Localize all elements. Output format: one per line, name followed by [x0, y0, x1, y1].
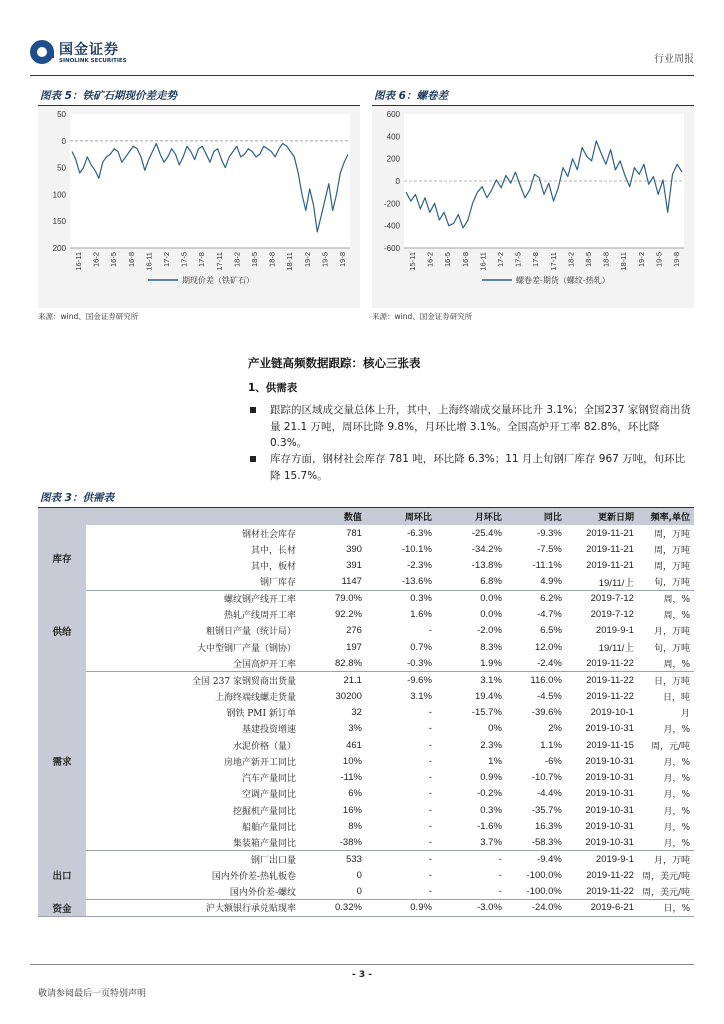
cell-freq: 日，万吨 — [653, 676, 690, 687]
chart6-svg — [372, 108, 694, 308]
cell-wow: - — [428, 706, 432, 718]
cell-mom: 1.9% — [436, 655, 506, 671]
cell-wow: - — [366, 835, 436, 851]
cell-name: 集装箱产量同比 — [86, 835, 300, 851]
chart5-x-tick-label: 16-8 — [126, 252, 136, 268]
table-row — [38, 558, 694, 574]
cell-value: 21.1 — [343, 674, 362, 686]
cell-name: 房地产新开工同比 — [223, 757, 296, 768]
cell-freq: 周，万吨 — [653, 529, 690, 540]
logo-icon — [30, 40, 54, 64]
cell-date: 2019-10-31 — [585, 772, 634, 784]
header-freq: 频率,单位 — [638, 508, 694, 525]
header-value: 数值 — [300, 508, 366, 525]
table-row — [38, 818, 694, 834]
cell-freq: 月，% — [663, 806, 690, 817]
table-row — [38, 623, 694, 639]
chart5-x-tick-label: 17-11 — [214, 252, 224, 271]
cell-date: 2019-10-31 — [566, 835, 638, 851]
table-row — [38, 769, 694, 785]
row-group-label: 供给 — [38, 590, 86, 671]
table-row — [38, 655, 694, 671]
cell-freq: 日，% — [638, 900, 694, 916]
cell-value: 79.0% — [335, 593, 362, 605]
table-row — [38, 525, 694, 541]
cell-value: 10% — [342, 755, 362, 767]
chart6-x-tick-label: 17-5 — [513, 252, 523, 268]
chart6-x-tick-label: 19-8 — [672, 252, 681, 268]
chart6-x-tick-label: 17-2 — [496, 252, 505, 268]
cell-mom: 8.3% — [480, 641, 502, 653]
row-group-label: 需求 — [38, 672, 86, 851]
chart5-x-tick-label: 16-11 — [74, 252, 83, 271]
cell-yoy: -100.0% — [526, 869, 562, 881]
table-row — [38, 606, 694, 622]
cell-yoy: 2% — [548, 723, 562, 735]
chart6-y-tick-label: 0 — [395, 177, 400, 186]
cell-mom: 3.7% — [436, 835, 506, 851]
row-group-label: 出口 — [38, 851, 86, 900]
cell-mom: 2.3% — [480, 739, 502, 751]
cell-mom: -1.6% — [477, 820, 502, 832]
cell-date: 2019-10-31 — [585, 755, 634, 767]
table-row — [38, 639, 694, 655]
cell-mom: 0.3% — [480, 804, 502, 816]
table-row — [38, 688, 694, 704]
cell-freq: 周，美元/吨 — [641, 871, 690, 882]
cell-date: 2019-11-21 — [586, 560, 634, 572]
cell-wow: - — [428, 853, 432, 865]
cell-value: 276 — [346, 625, 362, 637]
cell-wow: - — [428, 788, 432, 800]
chart6-y-tick-label: -400 — [383, 221, 400, 231]
chart6-legend-label: 螺卷差-期货（螺纹-热轧） — [516, 276, 610, 285]
cell-wow: -2.3% — [407, 560, 432, 572]
table-header-row — [38, 508, 694, 525]
cell-mom: 0.0% — [480, 609, 502, 621]
cell-value: 3% — [348, 723, 362, 735]
cell-yoy: -11.1% — [532, 560, 562, 572]
cell-yoy: -4.4% — [537, 788, 562, 800]
cell-mom: - — [498, 869, 502, 881]
table-row — [38, 590, 694, 606]
table-row — [38, 900, 694, 916]
cell-freq: 周，万吨 — [653, 545, 690, 556]
cell-wow: - — [428, 804, 432, 816]
chart5-y-tick-label: 150 — [52, 217, 66, 227]
cell-yoy: 6.5% — [540, 625, 562, 637]
cell-date: 2019-10-1 — [590, 706, 634, 718]
cell-yoy: -10.7% — [531, 772, 562, 784]
brand-name-cn: 国金证券 — [59, 42, 119, 58]
chart5-legend-label: 期现价差（铁矿石） — [182, 276, 254, 285]
chart5-x-tick-label: 16-2 — [91, 252, 101, 268]
bullet-2-text: 库存方面，钢材社会库存 781 吨，环比降 6.3%；11 月上旬钢厂库存 967 万吨，旬环比降 15.7%。 — [270, 453, 686, 482]
chart5-x-tick-label: 17-8 — [197, 252, 207, 268]
cell-wow: - — [428, 723, 432, 735]
cell-name: 粗钢日产量（统计局） — [205, 627, 296, 638]
cell-name: 大中型钢厂产量（钢协） — [196, 643, 296, 654]
chart5-y-tick-label: 50 — [57, 163, 66, 173]
chart6-title: 图表 6：螺卷差 — [372, 88, 694, 106]
cell-value: 32 — [351, 706, 362, 718]
chart6-y-tick-label: -600 — [383, 244, 400, 253]
chart6-x-tick-label: 19-2 — [636, 252, 646, 268]
table-row — [38, 753, 694, 769]
bullet-1 — [250, 402, 694, 452]
cell-value: 0.32% — [300, 900, 366, 916]
chart6-x-tick-label: 18-2 — [566, 252, 576, 268]
cell-mom: 0% — [488, 723, 502, 735]
row-group-label: 资金 — [38, 900, 86, 916]
cell-value: 197 — [346, 641, 362, 653]
cell-yoy: -2.4% — [506, 655, 566, 671]
cell-value: 390 — [346, 543, 362, 555]
cell-mom: 6.8% — [436, 574, 506, 590]
bullet-square-icon — [250, 407, 256, 413]
cell-wow: 3.1% — [410, 690, 432, 702]
cell-value: 781 — [346, 527, 362, 539]
header-yoy: 同比 — [506, 508, 566, 525]
table-row — [38, 786, 694, 802]
cell-mom: 19.4% — [474, 690, 502, 702]
cell-wow: -13.6% — [366, 574, 436, 590]
footer-note: 敬请参阅最后一页特别声明 — [38, 989, 147, 999]
cell-wow: -9.6% — [407, 674, 432, 686]
cell-yoy: -9.3% — [537, 527, 562, 539]
chart5-x-tick-label: 19-8 — [338, 252, 347, 268]
cell-name: 水泥价格（量） — [232, 741, 296, 752]
chart6-x-tick-label: 15-11 — [408, 252, 417, 271]
chart5-x-tick-label: 16-11 — [144, 252, 154, 271]
cell-freq: 周，% — [663, 611, 690, 622]
chart5-y-tick-label: 200 — [52, 244, 66, 253]
cell-freq: 月，% — [663, 757, 690, 768]
cell-mom: -34.2% — [471, 543, 502, 555]
cell-value: 82.8% — [300, 655, 366, 671]
cell-wow: 0.7% — [410, 641, 432, 653]
table-row — [38, 574, 694, 590]
cell-yoy: 12.0% — [534, 641, 562, 653]
cell-date: 2019-11-22 — [566, 884, 638, 900]
cell-date: 2019-10-31 — [585, 804, 634, 816]
table-row — [38, 721, 694, 737]
cell-freq: 周，美元/吨 — [638, 884, 694, 900]
chart6-x-tick-label: 18-11 — [619, 252, 629, 271]
cell-wow: - — [428, 820, 432, 832]
cell-freq: 月，% — [638, 835, 694, 851]
chart5-source: 来源：wind、国金证券研究所 — [38, 312, 139, 321]
cell-wow: - — [428, 755, 432, 767]
cell-date: 2019-10-31 — [585, 788, 634, 800]
cell-date: 19/11/上 — [598, 643, 634, 655]
cell-date: 2019-11-22 — [586, 674, 634, 686]
cell-yoy: -24.0% — [506, 900, 566, 916]
cell-value: 30200 — [335, 690, 362, 702]
chart6-x-tick-label: 18-8 — [601, 252, 611, 268]
cell-name: 其中，长材 — [250, 545, 296, 556]
cell-value: 16% — [342, 804, 362, 816]
cell-wow: - — [428, 772, 432, 784]
page-number: - 3 - — [352, 970, 372, 980]
cell-mom: 3.1% — [480, 674, 502, 686]
chart5-x-tick-label: 19-5 — [320, 252, 330, 268]
chart5-plot-area — [70, 114, 350, 248]
cell-freq: 周，万吨 — [653, 562, 690, 573]
cell-yoy: 16.3% — [534, 820, 562, 832]
chart5-y-tick-label: 50 — [57, 110, 66, 119]
cell-mom: -2.0% — [477, 625, 502, 637]
cell-name: 国内外价差-螺纹 — [86, 884, 300, 900]
chart6-x-tick-label: 18-5 — [584, 252, 593, 268]
cell-mom: -0.2% — [477, 788, 502, 800]
cell-yoy: -4.5% — [537, 690, 562, 702]
table-row — [38, 835, 694, 851]
cell-name: 上海终端线螺走货量 — [214, 692, 296, 703]
cell-freq: 月，% — [663, 822, 690, 833]
cell-name: 基建投资增速 — [241, 725, 296, 736]
cell-name: 全国高炉开工率 — [86, 655, 300, 671]
chart6-x-tick-label: 16-5 — [443, 252, 453, 268]
chart5-y-tick-label: 0 — [61, 136, 66, 146]
cell-value: 461 — [346, 739, 362, 751]
chart5-x-tick-label: 17-2 — [162, 252, 171, 268]
bullet-square-icon — [250, 456, 256, 462]
cell-name: 国内外价差-热轧板卷 — [211, 871, 296, 882]
cell-yoy: -9.4% — [537, 853, 562, 865]
table-row — [38, 672, 694, 688]
cell-date: 2019-11-22 — [586, 869, 634, 881]
chart6-source: 来源：wind、国金证券研究所 — [372, 312, 473, 321]
cell-date: 2019-9-1 — [595, 625, 634, 637]
chart6-x-tick-label: 17-8 — [531, 252, 541, 268]
chart6-y-tick-label: -200 — [383, 199, 400, 209]
brand-name-en: SINOLINK SECURITIES — [59, 58, 127, 64]
cell-date: 2019-11-22 — [586, 690, 634, 702]
table-row — [38, 704, 694, 720]
cell-date: 2019-10-31 — [585, 723, 634, 735]
cell-wow: 0.3% — [410, 593, 432, 605]
cell-date: 2019-7-12 — [590, 593, 634, 605]
table-row — [38, 541, 694, 557]
table-row — [38, 884, 694, 900]
header-name — [86, 508, 300, 525]
cell-date: 2019-11-21 — [586, 527, 634, 539]
cell-value: 0 — [356, 869, 362, 881]
cell-freq: 周，元/吨 — [650, 741, 690, 752]
chart5-x-tick-label: 18-5 — [250, 252, 259, 268]
cell-freq: 月，% — [663, 774, 690, 785]
chart5-svg — [38, 108, 360, 308]
cell-date: 2019-7-12 — [590, 609, 634, 621]
cell-value: 533 — [346, 853, 362, 865]
cell-value: -11% — [340, 772, 362, 784]
cell-yoy: 1.1% — [540, 739, 562, 751]
chart6-x-tick-label: 16-11 — [478, 252, 488, 271]
page-header — [30, 36, 694, 76]
cell-name: 空调产量同比 — [241, 790, 296, 801]
cell-name: 挖掘机产量同比 — [232, 806, 296, 817]
cell-wow: -6.3% — [407, 527, 432, 539]
cell-value: -38% — [300, 835, 366, 851]
chart5-x-tick-label: 16-5 — [109, 252, 119, 268]
doc-type: 行业周报 — [654, 54, 694, 65]
table-row — [38, 737, 694, 753]
cell-mom: 0.9% — [480, 772, 502, 784]
cell-freq: 周，% — [638, 655, 694, 671]
cell-mom: -13.8% — [471, 560, 502, 572]
cell-yoy: -58.3% — [506, 835, 566, 851]
cell-mom: - — [498, 853, 502, 865]
table-row — [38, 802, 694, 818]
cell-yoy: -4.7% — [537, 609, 562, 621]
cell-name: 钢厂出口量 — [250, 855, 296, 866]
cell-mom: 1% — [488, 755, 502, 767]
footer-divider — [30, 964, 694, 965]
header-date: 更新日期 — [566, 508, 638, 525]
chart5-panel — [38, 88, 360, 308]
cell-mom: - — [436, 884, 506, 900]
cell-value: 0 — [300, 884, 366, 900]
chart6-x-tick-label: 17-11 — [548, 252, 558, 271]
bullet-1-text: 跟踪的区域成交量总体上升，其中，上海终端成交量环比升 3.1%；全国237 家钢贸商出货量 21.1 万吨，周环比降 9.8%，月环比增 3.1%。全国高炉开工率 82.8%，环比降 0.3%。 — [270, 404, 691, 449]
cell-wow: 0.9% — [366, 900, 436, 916]
cell-name: 其中，板材 — [250, 562, 296, 573]
cell-freq: 旬，万吨 — [653, 643, 690, 654]
cell-name: 热轧产线周开工率 — [223, 611, 296, 622]
header-wow: 周环比 — [366, 508, 436, 525]
cell-value: 6% — [348, 788, 362, 800]
section-subtitle: 1、供需表 — [248, 382, 298, 394]
cell-name: 汽车产量同比 — [241, 774, 296, 785]
row-group-label: 库存 — [38, 525, 86, 590]
cell-date: 2019-10-31 — [585, 820, 634, 832]
table-row — [38, 851, 694, 867]
cell-value: 92.2% — [335, 609, 362, 621]
chart6-y-tick-label: 400 — [386, 132, 400, 142]
header-mom: 月环比 — [436, 508, 506, 525]
cell-freq: 月，万吨 — [653, 627, 690, 638]
cell-wow: - — [428, 869, 432, 881]
cell-wow: -0.3% — [366, 655, 436, 671]
chart5-y-tick-label: 100 — [52, 190, 66, 200]
cell-date: 2019-11-15 — [586, 739, 634, 751]
cell-wow: -10.1% — [401, 543, 432, 555]
cell-yoy: 4.9% — [506, 574, 566, 590]
chart6-x-tick-label: 16-8 — [460, 252, 470, 268]
cell-yoy: 116.0% — [530, 674, 562, 686]
bullet-2 — [250, 451, 694, 484]
cell-mom: -3.0% — [436, 900, 506, 916]
chart6-y-tick-label: 200 — [386, 154, 400, 164]
cell-value: 1147 — [300, 574, 366, 590]
cell-name: 螺纹钢产线开工率 — [223, 595, 296, 606]
chart5-x-tick-label: 19-2 — [302, 252, 312, 268]
cell-date: 2019-11-21 — [586, 543, 634, 555]
cell-value: 8% — [348, 820, 362, 832]
cell-yoy: 6.2% — [540, 593, 562, 605]
cell-name: 钢厂库存 — [86, 574, 300, 590]
cell-freq: 日，吨 — [662, 692, 690, 703]
cell-freq: 旬，万吨 — [638, 574, 694, 590]
chart6-panel — [372, 88, 694, 308]
cell-wow: - — [428, 625, 432, 637]
chart6-y-tick-label: 600 — [386, 110, 400, 119]
cell-value: 391 — [346, 560, 362, 572]
cell-mom: -15.7% — [471, 706, 502, 718]
chart5-x-tick-label: 18-11 — [285, 252, 295, 271]
cell-name: 船舶产量同比 — [241, 822, 296, 833]
cell-mom: -25.4% — [471, 527, 502, 539]
chart5-title: 图表 5：铁矿石期现价差走势 — [38, 88, 360, 106]
cell-freq: 月，% — [663, 725, 690, 736]
cell-freq: 月，% — [663, 790, 690, 801]
cell-date: 2019-11-22 — [566, 655, 638, 671]
cell-date: 2019-6-21 — [566, 900, 638, 916]
cell-yoy: -39.6% — [531, 706, 562, 718]
chart5-x-tick-label: 17-5 — [179, 252, 189, 268]
cell-wow: - — [428, 739, 432, 751]
chart6-x-tick-label: 19-5 — [654, 252, 664, 268]
cell-date: 19/11/上 — [566, 574, 638, 590]
table-row — [38, 867, 694, 883]
cell-mom: 0.0% — [480, 593, 502, 605]
chart5-x-tick-label: 18-2 — [232, 252, 242, 268]
cell-name: 钢铁 PMI 新订单 — [226, 708, 296, 719]
chart6-x-tick-label: 16-2 — [425, 252, 435, 268]
chart5-x-tick-label: 18-8 — [267, 252, 277, 268]
header-cat — [38, 508, 86, 525]
section-title: 产业链高频数据跟踪：核心三张表 — [248, 356, 421, 370]
cell-freq: 月，万吨 — [653, 855, 690, 866]
cell-name: 钢材社会库存 — [241, 529, 296, 540]
cell-yoy: -7.5% — [537, 543, 562, 555]
cell-yoy: -100.0% — [506, 884, 566, 900]
cell-yoy: -35.7% — [531, 804, 562, 816]
cell-freq: 月 — [680, 708, 690, 719]
cell-yoy: -6% — [544, 755, 562, 767]
supply-demand-table — [38, 508, 694, 917]
company-logo — [30, 38, 140, 72]
cell-freq: 周，% — [663, 595, 690, 606]
cell-wow: - — [366, 884, 436, 900]
cell-name: 沪大额银行承兑贴现率 — [86, 900, 300, 916]
cell-date: 2019-9-1 — [595, 853, 634, 865]
table-title: 图表 3：供需表 — [38, 490, 694, 508]
cell-name: 全国 237 家钢贸商出货量 — [192, 676, 296, 687]
cell-wow: 1.6% — [410, 609, 432, 621]
